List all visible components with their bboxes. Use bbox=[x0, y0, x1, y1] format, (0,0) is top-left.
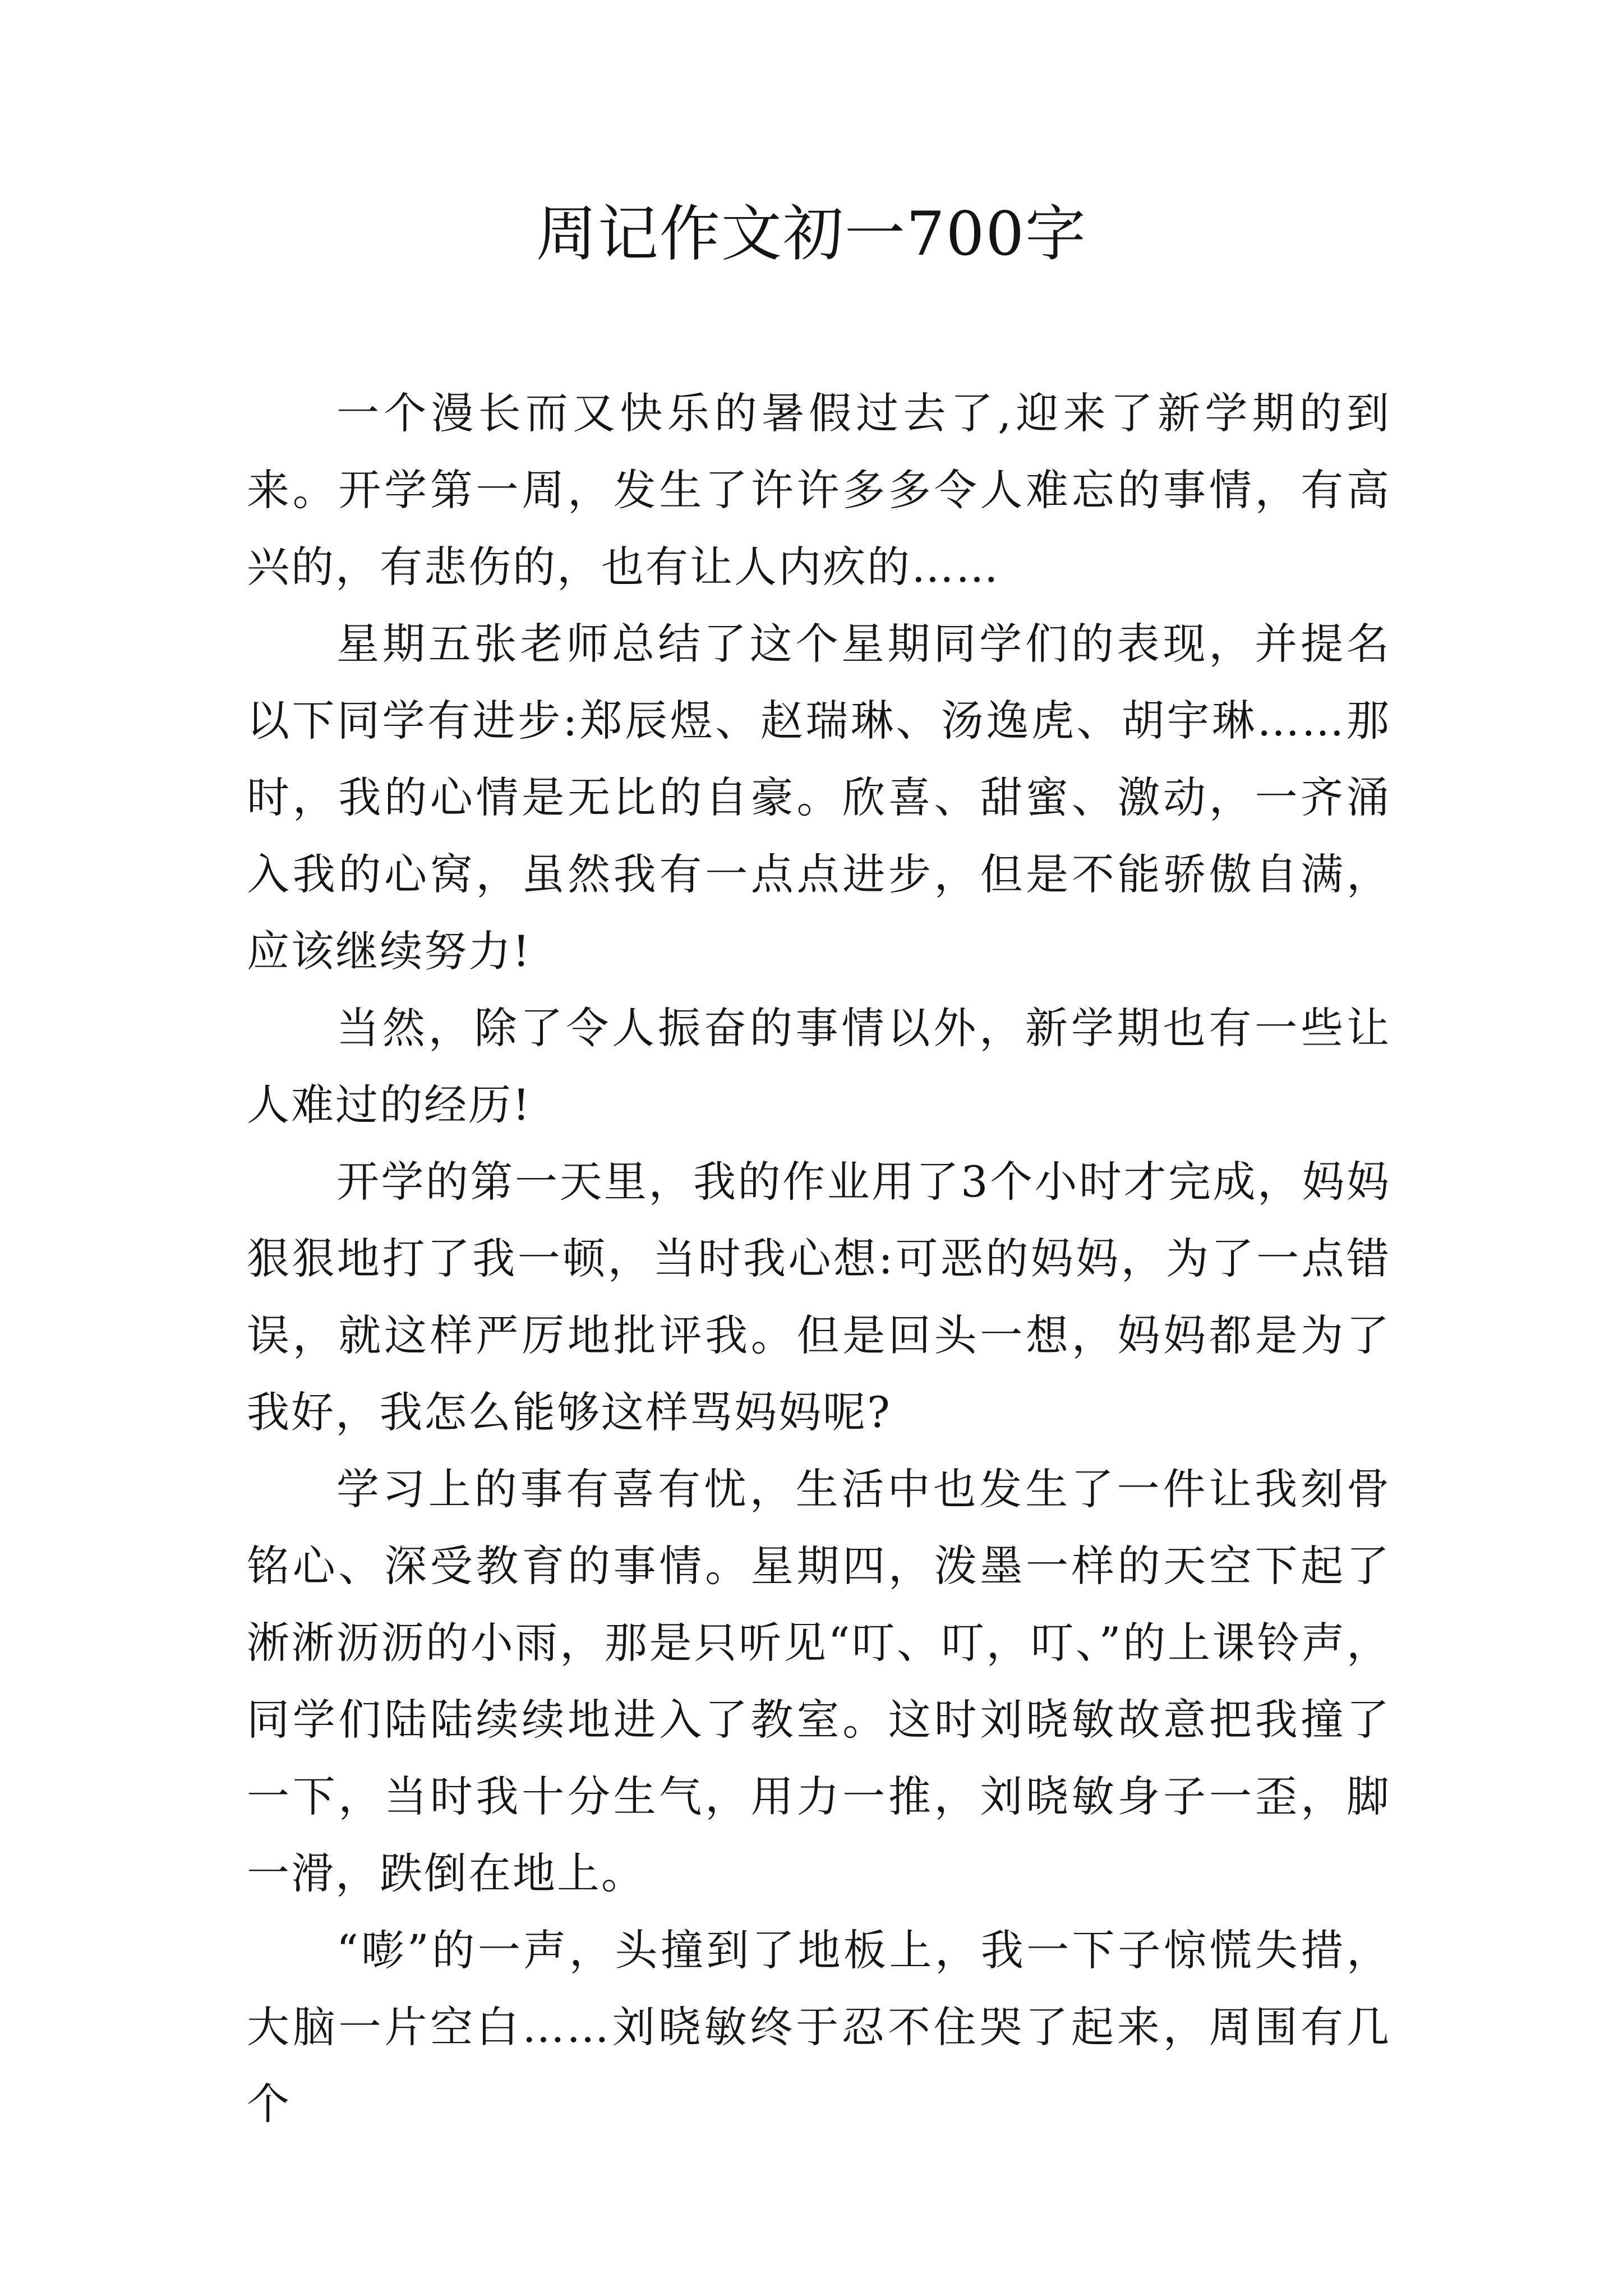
paragraph-2: 星期五张老师总结了这个星期同学们的表现，并提名以下同学有进步:郑辰煜、赵瑞琳、汤逸虎、胡宇琳……那时，我的心情是无比的自豪。欣喜、甜蜜、激动，一齐涌入我的心窝，虽然我有一点点进步，但是不能骄傲自满，应该继续努力! bbox=[247, 619, 1391, 976]
document-body bbox=[247, 375, 1391, 2142]
paragraph-4: 开学的第一天里，我的作业用了3个小时才完成，妈妈狠狠地打了我一顿，当时我心想:可恶的妈妈，为了一点错误，就这样严厉地批评我。但是回头一想，妈妈都是为了我好，我怎么能够这样骂妈妈呢? bbox=[247, 1157, 1391, 1437]
paragraph-1: 一个漫长而又快乐的暑假过去了,迎来了新学期的到来。开学第一周，发生了许许多多令人难忘的事情，有高兴的，有悲伤的，也有让人内疚的…… bbox=[247, 388, 1391, 592]
paragraph-3: 当然，除了令人振奋的事情以外，新学期也有一些让人难过的经历! bbox=[247, 1003, 1391, 1130]
paragraph-6: “嘭”的一声，头撞到了地板上，我一下子惊慌失措，大脑一片空白……刘晓敏终于忍不住哭了起来，周围有几个 bbox=[247, 1925, 1391, 2129]
paragraph-5: 学习上的事有喜有忧，生活中也发生了一件让我刻骨铭心、深受教育的事情。星期四，泼墨一样的天空下起了淅淅沥沥的小雨，那是只听见“叮、叮，叮、”的上课铃声，同学们陆陆续续地进入了教室。这时刘晓敏故意把我撞了一下，当时我十分生气，用力一推，刘晓敏身子一歪，脚一滑，跌倒在地上。 bbox=[247, 1464, 1391, 1898]
document-title: 周记作文初一700字 bbox=[536, 199, 1087, 269]
